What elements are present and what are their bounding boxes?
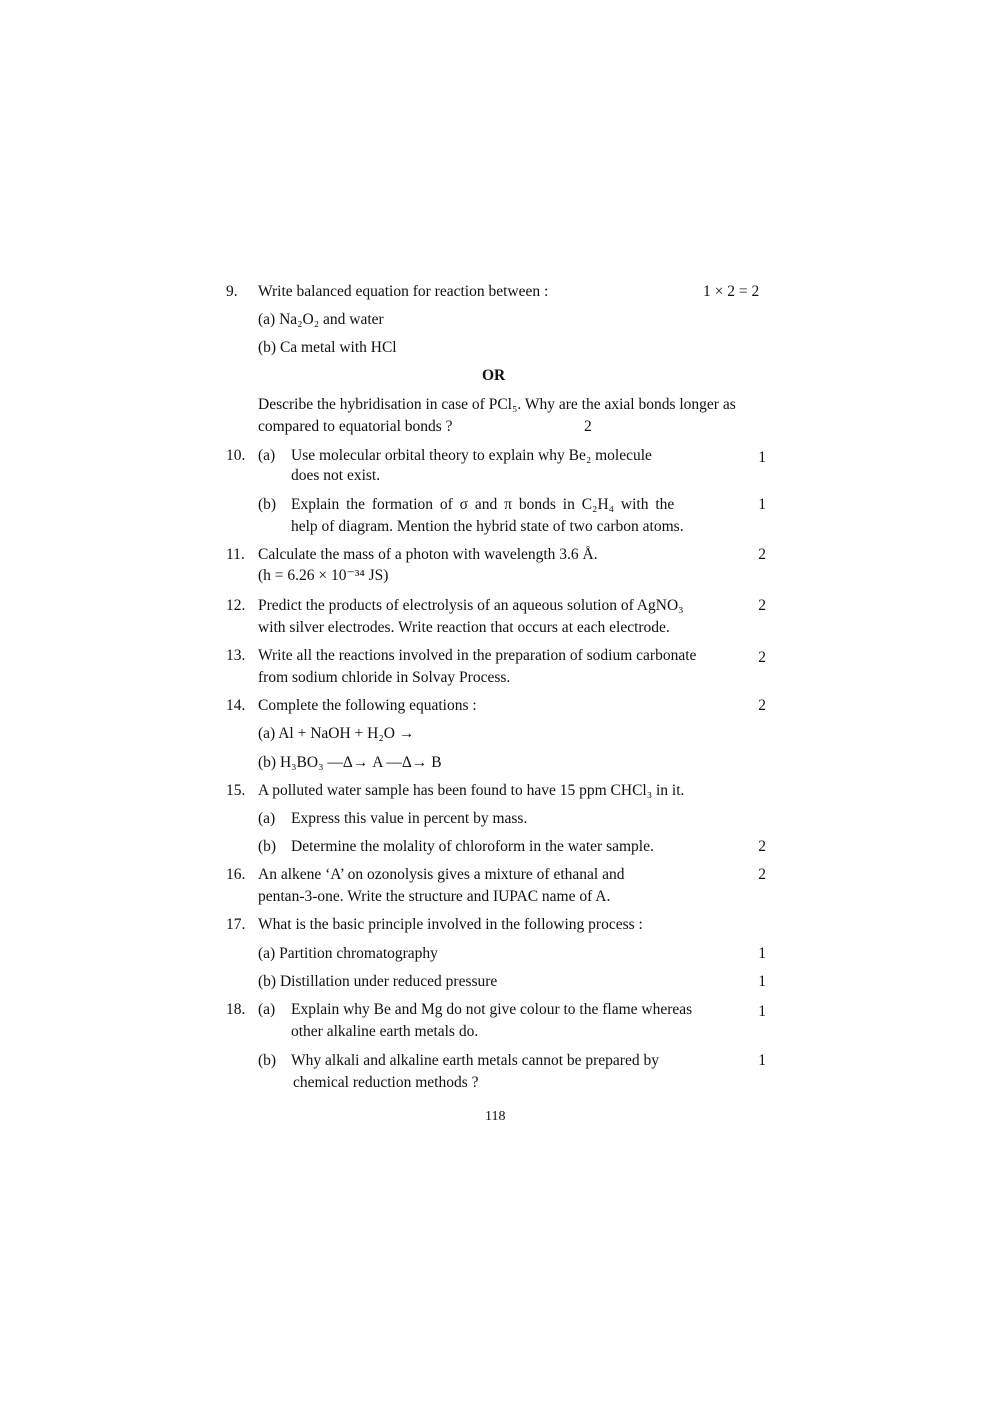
question-marks: 2 [758, 866, 766, 883]
part-label: (a) [258, 447, 276, 464]
question-marks: 1 [758, 449, 766, 466]
question-text: Express this value in percent by mass. [291, 810, 528, 827]
part-label: (b) [258, 496, 277, 513]
question-marks: 2 [584, 418, 592, 435]
or-separator: OR [482, 367, 506, 384]
question-number: 17. [226, 916, 246, 933]
question-text: help of diagram. Mention the hybrid state of two carbon atoms. [291, 518, 684, 535]
question-number: 14. [226, 697, 246, 714]
question-text: from sodium chloride in Solvay Process. [258, 669, 511, 686]
question-marks: 2 [758, 649, 766, 666]
question-marks: 1 [758, 1052, 766, 1069]
question-text: Write all the reactions involved in the preparation of sodium carbonate [258, 647, 697, 664]
question-marks: 1 [758, 496, 766, 513]
page-number: 118 [485, 1109, 506, 1124]
equation: (b) H₃BO₃ —Δ→ A —Δ→ B [258, 754, 442, 771]
question-text: Predict the products of electrolysis of an aqueous solution of AgNO₃ [258, 597, 684, 614]
question-text: Calculate the mass of a photon with wavelength 3.6 Å. [258, 546, 598, 563]
question-text: does not exist. [291, 467, 381, 484]
question-text: Explain why Be and Mg do not give colour to the flame whereas [291, 1001, 693, 1018]
question-text: Complete the following equations : [258, 697, 477, 714]
part-label: (a) [258, 810, 276, 827]
question-part: (b) Ca metal with HCl [258, 339, 397, 356]
part-label: (a) [258, 1001, 276, 1018]
question-text: with silver electrodes. Write reaction that occurs at each electrode. [258, 619, 670, 636]
question-text: compared to equatorial bonds ? [258, 418, 453, 435]
question-number: 13. [226, 647, 246, 664]
question-marks: 2 [758, 838, 766, 855]
question-number: 15. [226, 782, 246, 799]
question-marks: 2 [758, 697, 766, 714]
question-marks: 1 [758, 973, 766, 990]
question-text: Describe the hybridisation in case of PCl₅. Why are the axial bonds longer as [258, 396, 736, 413]
question-text: Why alkali and alkaline earth metals cannot be prepared by [291, 1052, 659, 1069]
question-number: 10. [226, 447, 246, 464]
question-text: A polluted water sample has been found to have 15 ppm CHCl₃ in it. [258, 782, 685, 799]
equation: (a) Al + NaOH + H₂O → [258, 725, 415, 742]
question-number: 12. [226, 597, 246, 614]
question-number: 16. [226, 866, 246, 883]
question-text: Explain the formation of σ and π bonds in C₂H₄ with the [291, 496, 675, 513]
question-part: (b) Distillation under reduced pressure [258, 973, 498, 990]
question-text: other alkaline earth metals do. [291, 1023, 479, 1040]
question-text: pentan-3-one. Write the structure and IUPAC name of A. [258, 888, 611, 905]
question-text: An alkene ‘A’ on ozonolysis gives a mixture of ethanal and [258, 866, 625, 883]
question-part: (a) Partition chromatography [258, 945, 438, 962]
question-part: (a) Na₂O₂ and water [258, 311, 384, 328]
question-text: What is the basic principle involved in the following process : [258, 916, 643, 933]
question-text: (h = 6.26 × 10⁻³⁴ JS) [258, 567, 389, 584]
question-marks: 2 [758, 597, 766, 614]
question-text: Determine the molality of chloroform in the water sample. [291, 838, 654, 855]
part-label: (b) [258, 838, 277, 855]
question-marks: 1 [758, 945, 766, 962]
question-text: Write balanced equation for reaction between : [258, 283, 549, 300]
question-number: 18. [226, 1001, 246, 1018]
question-marks: 2 [758, 546, 766, 563]
question-text: Use molecular orbital theory to explain why Be₂ molecule [291, 447, 652, 464]
question-marks: 1 × 2 = 2 [703, 283, 760, 300]
question-text: chemical reduction methods ? [293, 1074, 479, 1091]
part-label: (b) [258, 1052, 277, 1069]
question-number: 11. [226, 546, 245, 563]
question-marks: 1 [758, 1003, 766, 1020]
question-number: 9. [226, 283, 238, 300]
